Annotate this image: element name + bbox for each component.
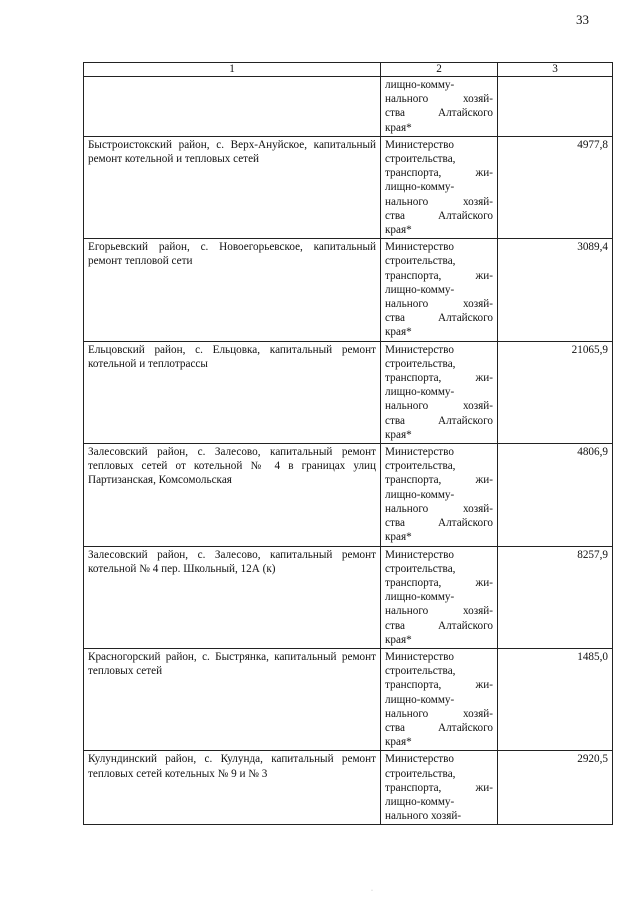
organization-line: нального хозяй- xyxy=(385,810,462,823)
description-cell: Быстроистокский район, с. Верх-Ануйское, капитальный ремонт котельной и тепловых сетей xyxy=(84,136,381,238)
page-number: 33 xyxy=(576,12,589,27)
organization-cell xyxy=(381,751,498,825)
organization-line: транспорта, жи- xyxy=(385,474,493,487)
organization-line: лищно-комму- xyxy=(385,488,455,501)
organization-line: края* xyxy=(385,736,412,749)
table-row xyxy=(84,751,613,825)
organization-line: Министерство xyxy=(385,343,454,356)
description-cell: Залесовский район, с. Залесово, капитальный ремонт тепловых сетей от котельной № 4 в границах улиц Партизанская, Комсомольская xyxy=(84,444,381,546)
organization-line: ства Алтайского xyxy=(385,312,493,325)
organization-line: строительства, xyxy=(385,255,456,268)
table-row-continuation xyxy=(84,77,613,137)
amount-cell: 4806,9 xyxy=(498,444,613,546)
organization-line: Министерство xyxy=(385,446,454,459)
organization-line: ства Алтайского xyxy=(385,107,493,120)
table-row xyxy=(84,444,613,546)
description-cell: Ельцовский район, с. Ельцовка, капитальный ремонт котельной и теплотрассы xyxy=(84,341,381,443)
organization-line: транспорта, жи- xyxy=(385,269,493,282)
organization-cell xyxy=(381,77,498,137)
table-row xyxy=(84,136,613,238)
amount-cell xyxy=(498,77,613,137)
organization-line: лищно-комму- xyxy=(385,795,455,808)
organization-line: края* xyxy=(385,633,412,646)
column-header-1: 1 xyxy=(84,63,381,77)
amount-cell: 1485,0 xyxy=(498,648,613,750)
table-body xyxy=(84,77,613,825)
organization-line: нального хозяй- xyxy=(385,195,493,208)
organization-cell xyxy=(381,444,498,546)
amount-cell: 21065,9 xyxy=(498,341,613,443)
organization-line: края* xyxy=(385,531,412,544)
organization-line: Министерство xyxy=(385,241,454,254)
budget-table xyxy=(83,62,613,825)
organization-line: транспорта, жи- xyxy=(385,576,493,589)
organization-line: края* xyxy=(385,224,412,237)
amount-cell: 2920,5 xyxy=(498,751,613,825)
scan-dot: · xyxy=(371,888,373,894)
organization-cell xyxy=(381,341,498,443)
organization-line: транспорта, жи- xyxy=(385,372,493,385)
organization-line: нального хозяй- xyxy=(385,93,493,106)
organization-line: Министерство xyxy=(385,753,454,766)
organization-line: нального хозяй- xyxy=(385,400,493,413)
organization-line: строительства, xyxy=(385,562,456,575)
organization-line: Министерство xyxy=(385,138,454,151)
column-header-3: 3 xyxy=(498,63,613,77)
organization-line: края* xyxy=(385,121,412,134)
table-row xyxy=(84,239,613,341)
organization-line: строительства, xyxy=(385,153,456,166)
organization-line: нального хозяй- xyxy=(385,298,493,311)
organization-line: транспорта, жи- xyxy=(385,679,493,692)
table-row xyxy=(84,341,613,443)
organization-line: нального хозяй- xyxy=(385,707,493,720)
amount-cell: 4977,8 xyxy=(498,136,613,238)
description-cell: Егорьевский район, с. Новоегорьевское, капитальный ремонт тепловой сети xyxy=(84,239,381,341)
amount-cell: 8257,9 xyxy=(498,546,613,648)
organization-line: строительства, xyxy=(385,665,456,678)
organization-line: транспорта, жи- xyxy=(385,781,493,794)
organization-line: края* xyxy=(385,326,412,339)
organization-line: лищно-комму- xyxy=(385,693,455,706)
amount-cell: 3089,4 xyxy=(498,239,613,341)
description-cell: Залесовский район, с. Залесово, капитальный ремонт котельной № 4 пер. Школьный, 12А (к) xyxy=(84,546,381,648)
organization-cell xyxy=(381,546,498,648)
organization-line: Министерство xyxy=(385,650,454,663)
organization-line: ства Алтайского xyxy=(385,517,493,530)
organization-line: лищно-комму- xyxy=(385,283,455,296)
organization-cell xyxy=(381,239,498,341)
organization-line: ства Алтайского xyxy=(385,414,493,427)
organization-line: нального хозяй- xyxy=(385,605,493,618)
table-header-row xyxy=(84,63,613,77)
organization-line: лищно-комму- xyxy=(385,79,455,91)
organization-line: лищно-комму- xyxy=(385,386,455,399)
organization-line: строительства, xyxy=(385,357,456,370)
table-row xyxy=(84,648,613,750)
organization-line: транспорта, жи- xyxy=(385,167,493,180)
organization-line: лищно-комму- xyxy=(385,181,455,194)
organization-line: строительства, xyxy=(385,767,456,780)
organization-line: нального хозяй- xyxy=(385,502,493,515)
organization-line: Министерство xyxy=(385,548,454,561)
organization-cell xyxy=(381,648,498,750)
description-cell xyxy=(84,77,381,137)
organization-line: ства Алтайского xyxy=(385,209,493,222)
organization-line: ства Алтайского xyxy=(385,721,493,734)
organization-line: лищно-комму- xyxy=(385,591,455,604)
organization-line: строительства, xyxy=(385,460,456,473)
description-cell: Кулундинский район, с. Кулунда, капитальный ремонт тепловых сетей котельных № 9 и № 3 xyxy=(84,751,381,825)
column-header-2: 2 xyxy=(381,63,498,77)
description-cell: Красногорский район, с. Быстрянка, капитальный ремонт тепловых сетей xyxy=(84,648,381,750)
organization-line: края* xyxy=(385,428,412,441)
organization-line: ства Алтайского xyxy=(385,619,493,632)
organization-cell xyxy=(381,136,498,238)
table-row xyxy=(84,546,613,648)
